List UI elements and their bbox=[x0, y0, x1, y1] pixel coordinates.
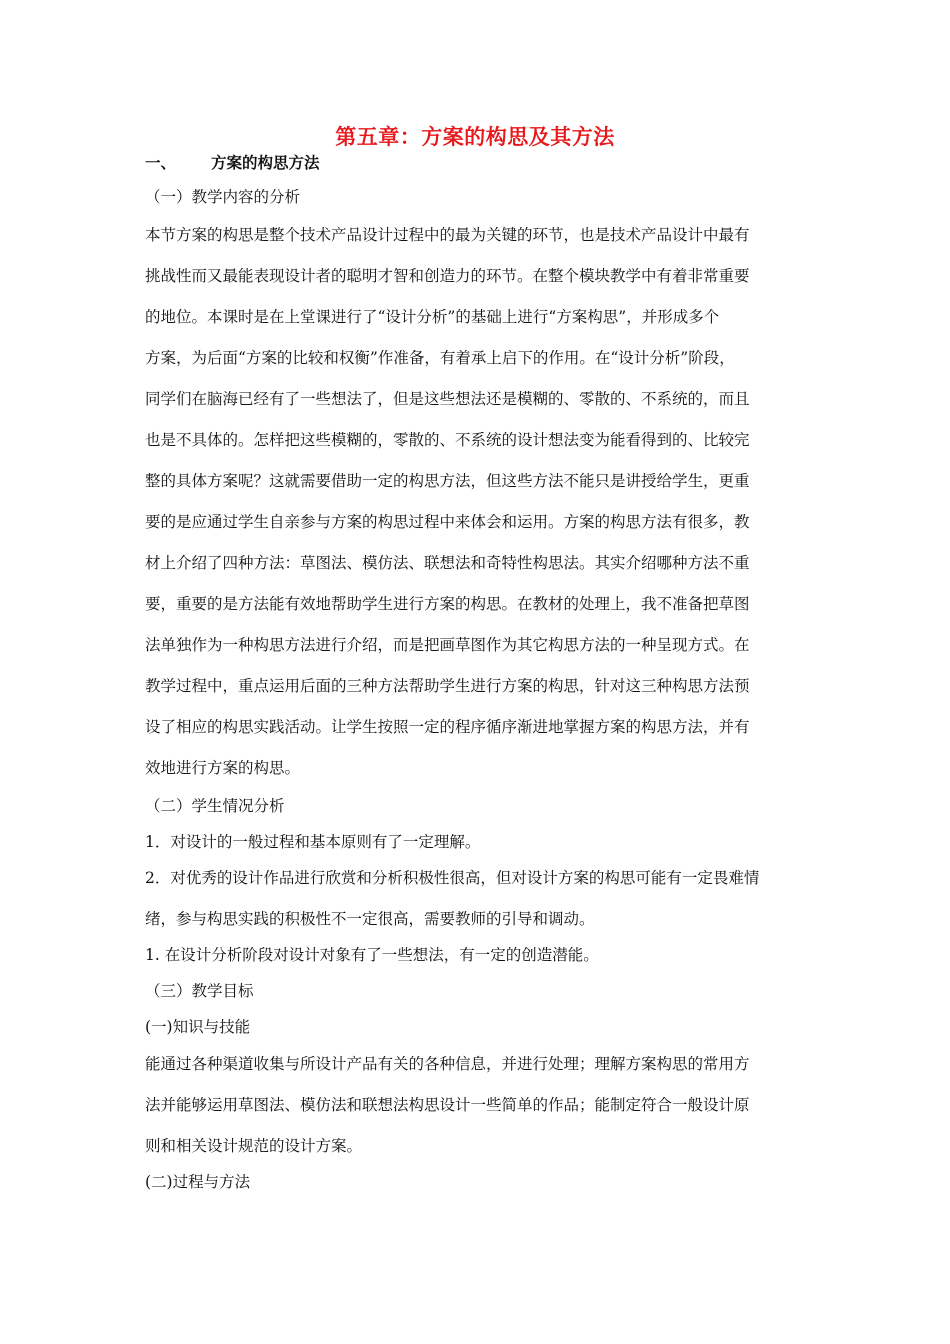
subsection-heading-1: （一）教学内容的分析 bbox=[145, 188, 301, 206]
list-item: 2．对优秀的设计作品进行欣赏和分析积极性很高，但对设计方案的构思可能有一定畏难情 bbox=[145, 869, 760, 887]
paragraph-line: 方案，为后面“方案的比较和权衡”作准备，有着承上启下的作用。在“设计分析”阶段， bbox=[145, 349, 735, 367]
paragraph-line: 教学过程中，重点运用后面的三种方法帮助学生进行方案的构思，针对这三种构思方法预 bbox=[145, 677, 750, 695]
paragraph-line: 要的是应通过学生自亲参与方案的构思过程中来体会和运用。方案的构思方法有很多，教 bbox=[145, 513, 750, 531]
paragraph-line: 整的具体方案呢？这就需要借助一定的构思方法，但这些方法不能只是讲授给学生，更重 bbox=[145, 472, 750, 490]
paragraph-line: 材上介绍了四种方法：草图法、模仿法、联想法和奇特性构思法。其实介绍哪种方法不重 bbox=[145, 554, 750, 572]
list-item-continuation: 绪，参与构思实践的积极性不一定很高，需要教师的引导和调动。 bbox=[145, 910, 595, 928]
paragraph-line: 法并能够运用草图法、模仿法和联想法构思设计一些简单的作品；能制定符合一般设计原 bbox=[145, 1096, 750, 1114]
section-heading bbox=[145, 152, 320, 174]
subsection-heading-2: （二）学生情况分析 bbox=[145, 797, 285, 815]
paragraph-line: 同学们在脑海已经有了一些想法了，但是这些想法还是模糊的、零散的、不系统的，而且 bbox=[145, 390, 750, 408]
paragraph-line: 也是不具体的。怎样把这些模糊的，零散的、不系统的设计想法变为能看得到的、比较完 bbox=[145, 431, 750, 449]
paragraph-line: 要，重要的是方法能有效地帮助学生进行方案的构思。在教材的处理上，我不准备把草图 bbox=[145, 595, 750, 613]
paragraph-line: 挑战性而又最能表现设计者的聪明才智和创造力的环节。在整个模块教学中有着非常重要 bbox=[145, 267, 750, 285]
paragraph-line: 本节方案的构思是整个技术产品设计过程中的最为关键的环节，也是技术产品设计中最有 bbox=[145, 226, 750, 244]
paragraph-line: 设了相应的构思实践活动。让学生按照一定的程序循序渐进地掌握方案的构思方法，并有 bbox=[145, 718, 750, 736]
section-number: 一、 bbox=[145, 153, 177, 172]
goal-heading-2: (二)过程与方法 bbox=[145, 1173, 251, 1191]
document-title: 第五章：方案的构思及其方法 bbox=[335, 124, 615, 149]
paragraph-line: 的地位。本课时是在上堂课进行了“设计分析”的基础上进行“方案构思”，并形成多个 bbox=[145, 308, 720, 326]
goal-heading-1: (一)知识与技能 bbox=[145, 1018, 251, 1036]
subsection-heading-3: （三）教学目标 bbox=[145, 982, 254, 1000]
paragraph-line: 法单独作为一种构思方法进行介绍，而是把画草图作为其它构思方法的一种呈现方式。在 bbox=[145, 636, 750, 654]
paragraph-line: 则和相关设计规范的设计方案。 bbox=[145, 1137, 363, 1155]
section-title: 方案的构思方法 bbox=[211, 153, 320, 172]
paragraph-line: 能通过各种渠道收集与所设计产品有关的各种信息，并进行处理；理解方案构思的常用方 bbox=[145, 1055, 750, 1073]
list-item: 1. 在设计分析阶段对设计对象有了一些想法，有一定的创造潜能。 bbox=[145, 946, 599, 964]
list-item: 1．对设计的一般过程和基本原则有了一定理解。 bbox=[145, 833, 481, 851]
paragraph-line: 效地进行方案的构思。 bbox=[145, 759, 301, 777]
